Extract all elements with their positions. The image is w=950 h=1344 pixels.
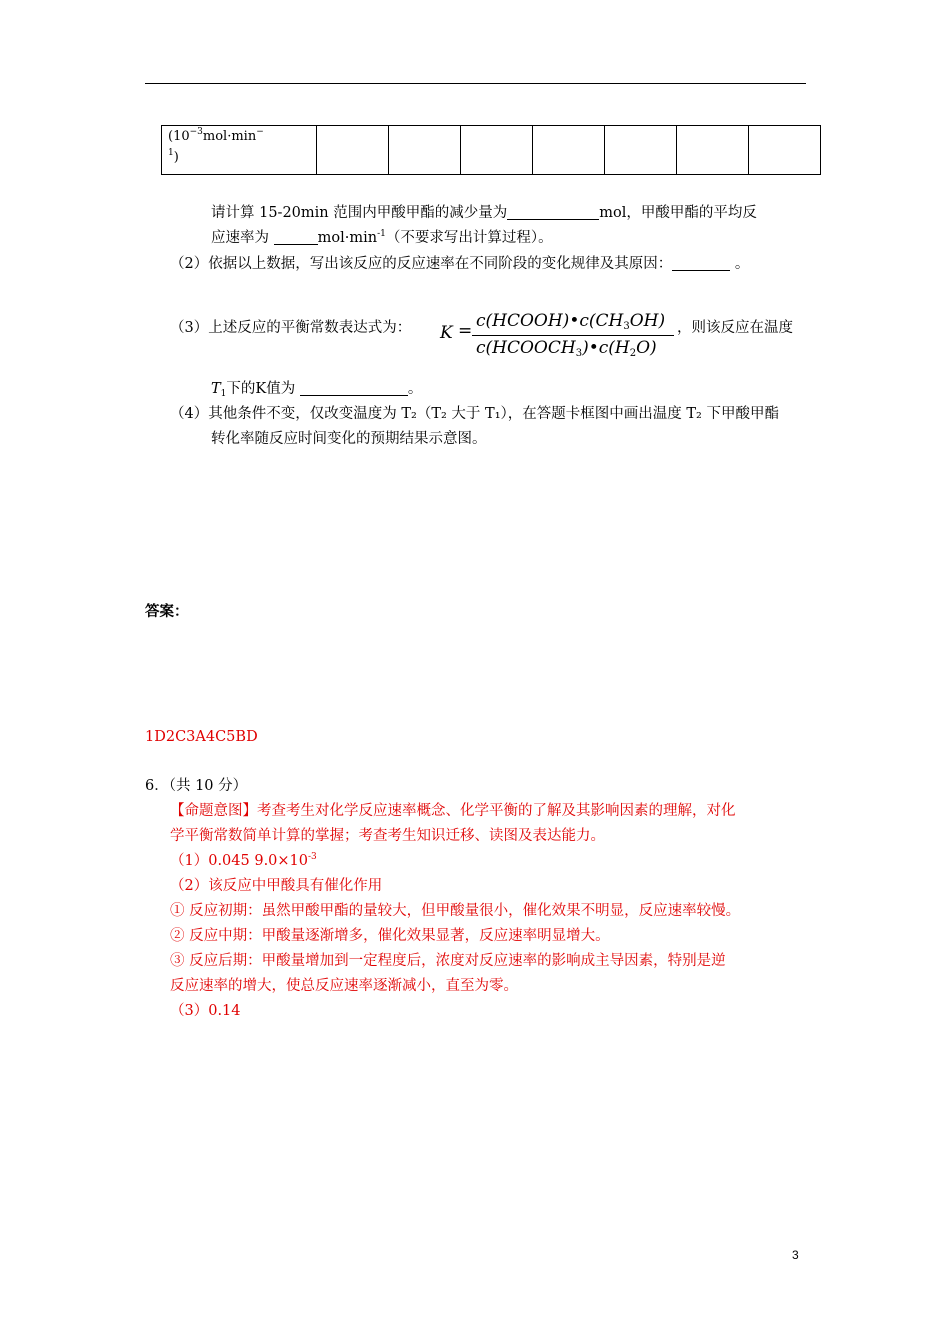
unit-cell: ($10^{-3}mol\cdot\min^-$ $^1$) [162, 126, 317, 175]
q2-tail: 。 [730, 256, 750, 272]
temperature-symbol: T [211, 381, 221, 397]
answer-blank[interactable] [274, 229, 318, 245]
table-cell [677, 126, 749, 175]
q1-unit-exp: -1 [377, 229, 386, 239]
q3-tail: 。 [407, 381, 423, 397]
q1-line2 [211, 228, 553, 248]
q1-text-c: 应速率为 [211, 230, 274, 246]
answer-3-text: （3）0.14 [170, 1003, 241, 1019]
q4-line1 [170, 404, 779, 424]
q3-after-text: ，则该反应在温度 [677, 320, 793, 336]
intent-text-a: 【命题意图】考查考生对化学反应速率概念、化学平衡的了解及其影响因素的理解，对化 [170, 803, 736, 819]
q3-after [677, 318, 793, 338]
q3-text: （3）上述反应的平衡常数表达式为： [170, 320, 412, 336]
q1-text-a: 请计算 15-20min 范围内甲酸甲酯的减少量为 [211, 205, 508, 221]
choice-answers-text: 1D2C3A4C5BD [145, 729, 258, 745]
answer-3 [170, 1001, 241, 1021]
q1-line1 [211, 203, 757, 223]
answer-heading [145, 602, 189, 622]
temperature-subscript: 1 [220, 389, 227, 399]
page-number: 3 [792, 1248, 799, 1262]
answer-2-stage-2-text: ② 反应中期：甲酸量逐渐增多，催化效果显著，反应速率明显增大。 [170, 928, 610, 944]
q1-unit: mol·min [317, 230, 378, 246]
q4-text-b: 转化率随反应时间变化的预期结果示意图。 [211, 431, 487, 447]
q2-line [170, 254, 749, 274]
table-cell [461, 126, 533, 175]
intent-line1 [170, 801, 736, 821]
q3-line1 [170, 318, 411, 338]
q3-line2 [211, 379, 422, 399]
answer-blank[interactable] [507, 204, 599, 220]
answer-1 [170, 851, 317, 871]
q6-title-text: 6．（共 10 分） [145, 778, 248, 794]
choice-answers [145, 727, 258, 747]
intent-text-b: 学平衡常数简单计算的掌握；考查考生知识迁移、读图及表达能力。 [170, 828, 605, 844]
q1-text-b: mol，甲酸甲酯的平均反 [599, 205, 757, 221]
answer-2-stage-3-cont-text: 反应速率的增大，使总反应速率逐渐减小，直至为零。 [170, 978, 518, 994]
answer-heading-text: 答案： [145, 603, 189, 620]
data-table [161, 125, 821, 175]
answer-2 [170, 876, 382, 896]
answer-1-exp: -3 [308, 852, 317, 862]
table-cell [533, 126, 605, 175]
answer-blank[interactable] [672, 255, 730, 271]
formula-k: K [440, 323, 453, 343]
answer-1-text: （1）0.045 9.0×10 [170, 853, 309, 869]
formula-equals: = [458, 321, 473, 341]
q6-title [145, 776, 247, 796]
answer-2-stage-1-text: ① 反应初期：虽然甲酸甲酯的量较大，但甲酸量很小，催化效果不明显，反应速率较慢。 [170, 903, 741, 919]
q3-k-text: 下的K值为 [226, 381, 300, 397]
q2-text: （2）依据以上数据，写出该反应的反应速率在不同阶段的变化规律及其原因： [170, 256, 673, 272]
answer-2-stage-3 [170, 951, 726, 971]
table-cell [317, 126, 389, 175]
answer-2-stage-1 [170, 901, 740, 921]
table-cell [605, 126, 677, 175]
fraction-bar [472, 335, 674, 336]
answer-blank[interactable] [300, 380, 408, 396]
formula-denominator: $c(HCOOCH_3)•c(H_2O)$ [476, 338, 657, 359]
answer-2-stage-3-cont [170, 976, 518, 996]
table-cell [389, 126, 461, 175]
intent-line2 [170, 826, 605, 846]
table-cell [749, 126, 821, 175]
q4-text-a: （4）其他条件不变，仅改变温度为 T₂（T₂ 大于 T₁），在答题卡框图中画出温度 T₂ 下甲酸甲酯 [170, 406, 779, 422]
answer-2-stage-3-text: ③ 反应后期：甲酸量增加到一定程度后，浓度对反应速率的影响成主导因素，特别是逆 [170, 953, 726, 969]
formula-numerator: $c(HCOOH)•c(CH_3OH)$ [476, 311, 666, 332]
q1-text-d: （不要求写出计算过程）。 [385, 230, 553, 246]
answer-2-text: （2）该反应中甲酸具有催化作用 [170, 878, 383, 894]
header-rule [145, 83, 806, 84]
answer-2-stage-2 [170, 926, 610, 946]
q4-line2 [211, 429, 487, 449]
